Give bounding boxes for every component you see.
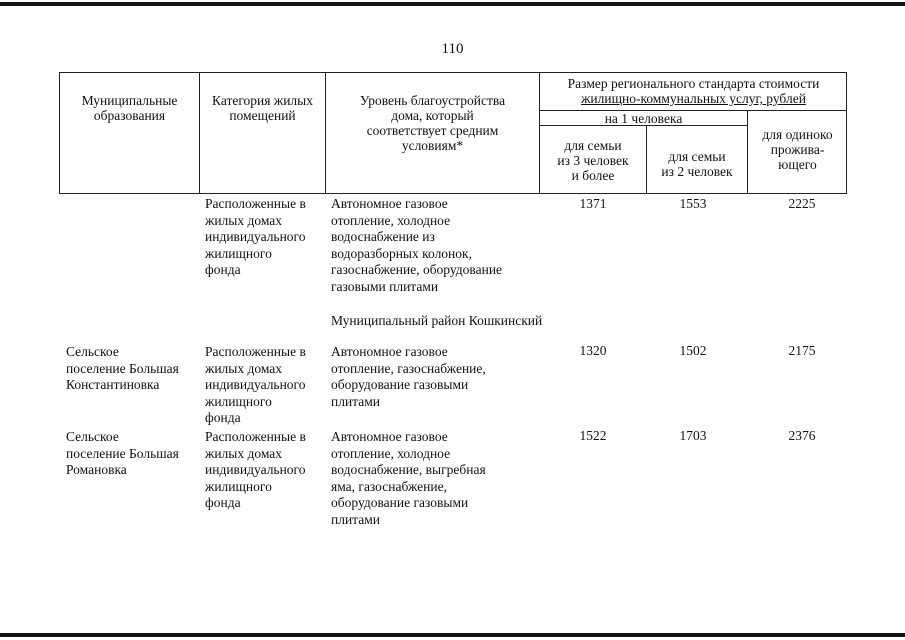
header-municipality: Муниципальные образования (81, 93, 178, 123)
category-cell: Расположенные в жилых домах индивидуального жилищного фонда (205, 196, 306, 277)
value-single: 2175 (788, 343, 816, 358)
header-level: Уровень благоустройства дома, который соответствует средним условиям* (359, 93, 506, 153)
section-title: Муниципальный район Кошкинский (331, 313, 543, 328)
category-cell: Расположенные в жилых домах индивидуального жилищного фонда (205, 429, 306, 510)
header-category: Категория жилых помещений (212, 93, 313, 123)
value-single: 2376 (788, 428, 816, 443)
header-family-3: для семьи из 3 человек и более (557, 138, 629, 183)
level-cell: Автономное газовое отопление, холодное водоснабжение из водоразборных колонок, газоснабжение, оборудование газовыми плитами (331, 196, 503, 294)
table-header (59, 72, 847, 194)
value-family-2: 1502 (679, 343, 707, 358)
level-cell: Автономное газовое отопление, холодное водоснабжение, выгребная яма, газоснабжение, оборудование газовыми плитами (331, 429, 486, 527)
top-rule (0, 2, 905, 6)
level-cell: Автономное газовое отопление, газоснабжение, оборудование газовыми плитами (331, 344, 486, 409)
value-family-3: 1371 (579, 196, 607, 211)
header-single: для одиноко прожива- ющего (762, 127, 833, 172)
municipality-cell: Сельское поселение Большая Романовка (66, 429, 179, 477)
header-per-person: на 1 человека (604, 111, 683, 126)
header-family-2: для семьи из 2 человек (661, 149, 733, 179)
header-standard-size: Размер регионального стандарта стоимости жилищно-коммунальных услуг, рублей (567, 76, 820, 106)
bottom-rule (0, 633, 905, 637)
value-single: 2225 (788, 196, 816, 211)
value-family-3: 1522 (579, 428, 607, 443)
value-family-2: 1553 (679, 196, 707, 211)
category-cell: Расположенные в жилых домах индивидуального жилищного фонда (205, 344, 306, 425)
value-family-2: 1703 (679, 428, 707, 443)
value-family-3: 1320 (579, 343, 607, 358)
page-number: 110 (441, 41, 464, 57)
municipality-cell: Сельское поселение Большая Константиновка (66, 344, 179, 392)
